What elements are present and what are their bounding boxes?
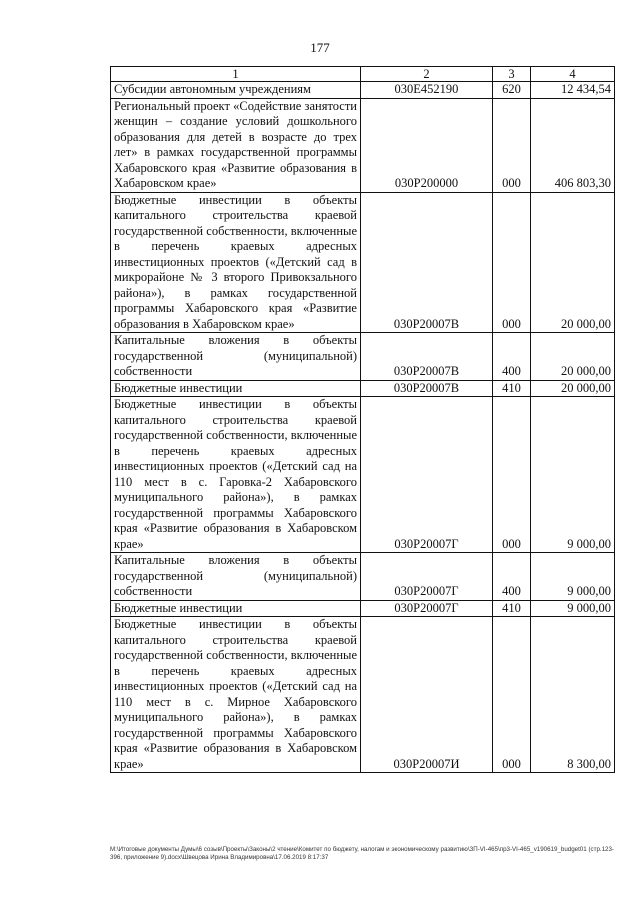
row-amount: 20 000,00: [531, 380, 615, 397]
row-amount: 20 000,00: [531, 192, 615, 333]
row-amount: 8 300,00: [531, 617, 615, 773]
row-description: Капитальные вложения в объекты государственной (муниципальной) собственности: [111, 553, 361, 601]
file-path-footer: M:\Итоговые документы Думы\6 созыв\Проекты\Законы\2 чтение\Комитет по бюджету, налогам и экономическому развитию\ЗП-VI-465\пр3-VI-465_v190619_budget01 (стр.123-396, приложение 9).docx\Швецова Ирина Владимировна\17.06.2019 8:17:37: [110, 846, 614, 861]
row-description: Бюджетные инвестиции: [111, 600, 361, 617]
row-expense-type: 410: [493, 380, 531, 397]
table-row: [111, 82, 615, 99]
row-description: Бюджетные инвестиции в объекты капитального строительства краевой государственной собственности, включенные в перечень краевых адресных инвестиционных проектов («Детский сад в микрорайоне № 3 второго Привокзального района»), в рамках государственной программы Хабаровского края «Развитие образования в Хабаровском крае»: [111, 192, 361, 333]
row-amount: 406 803,30: [531, 98, 615, 192]
row-amount: 20 000,00: [531, 333, 615, 381]
header-col-2: 2: [361, 67, 493, 82]
table-header-row: [111, 67, 615, 82]
row-description: Субсидии автономным учреждениям: [111, 82, 361, 99]
page-number: 177: [310, 40, 330, 55]
budget-table: [110, 66, 615, 773]
row-expense-type: 000: [493, 98, 531, 192]
table-row: [111, 553, 615, 601]
row-expense-type: 000: [493, 617, 531, 773]
row-amount: 12 434,54: [531, 82, 615, 99]
row-description: Региональный проект «Содействие занятости женщин – создание условий дошкольного образования для детей в возрасте до трех лет» в рамках государственной программы Хабаровского края «Развитие образования в Хабаровском крае»: [111, 98, 361, 192]
header-col-4: 4: [531, 67, 615, 82]
table-row: [111, 617, 615, 773]
row-description: Бюджетные инвестиции в объекты капитального строительства краевой государственной собственности, включенные в перечень краевых адресных инвестиционных проектов («Детский сад на 110 мест в с. Мирное Хабаровского муниципального района»), в рамках государственной программы Хабаровского края «Развитие образования в Хабаровском крае»: [111, 617, 361, 773]
row-code: 030P20007Г: [361, 600, 493, 617]
row-amount: 9 000,00: [531, 397, 615, 553]
table-row: [111, 98, 615, 192]
row-expense-type: 400: [493, 553, 531, 601]
row-code: 030E452190: [361, 82, 493, 99]
row-code: 030P20007Г: [361, 397, 493, 553]
header-col-3: 3: [493, 67, 531, 82]
row-amount: 9 000,00: [531, 600, 615, 617]
row-description: Бюджетные инвестиции в объекты капитального строительства краевой государственной собственности, включенные в перечень краевых адресных инвестиционных проектов («Детский сад на 110 мест в с. Гаровка-2 Хабаровского муниципального района»), в рамках государственной программы Хабаровского края «Развитие образования в Хабаровском крае»: [111, 397, 361, 553]
row-code: 030P20007И: [361, 617, 493, 773]
row-code: 030P20007Г: [361, 553, 493, 601]
row-expense-type: 400: [493, 333, 531, 381]
row-description: Бюджетные инвестиции: [111, 380, 361, 397]
row-expense-type: 620: [493, 82, 531, 99]
row-code: 030P20007В: [361, 333, 493, 381]
table-row: [111, 397, 615, 553]
table-row: [111, 333, 615, 381]
row-code: 030P20007В: [361, 380, 493, 397]
row-code: 030P20007В: [361, 192, 493, 333]
row-description: Капитальные вложения в объекты государственной (муниципальной) собственности: [111, 333, 361, 381]
table-row: [111, 192, 615, 333]
row-expense-type: 410: [493, 600, 531, 617]
row-expense-type: 000: [493, 397, 531, 553]
table-row: [111, 600, 615, 617]
header-col-1: 1: [111, 67, 361, 82]
row-expense-type: 000: [493, 192, 531, 333]
row-amount: 9 000,00: [531, 553, 615, 601]
row-code: 030P200000: [361, 98, 493, 192]
table-row: [111, 380, 615, 397]
